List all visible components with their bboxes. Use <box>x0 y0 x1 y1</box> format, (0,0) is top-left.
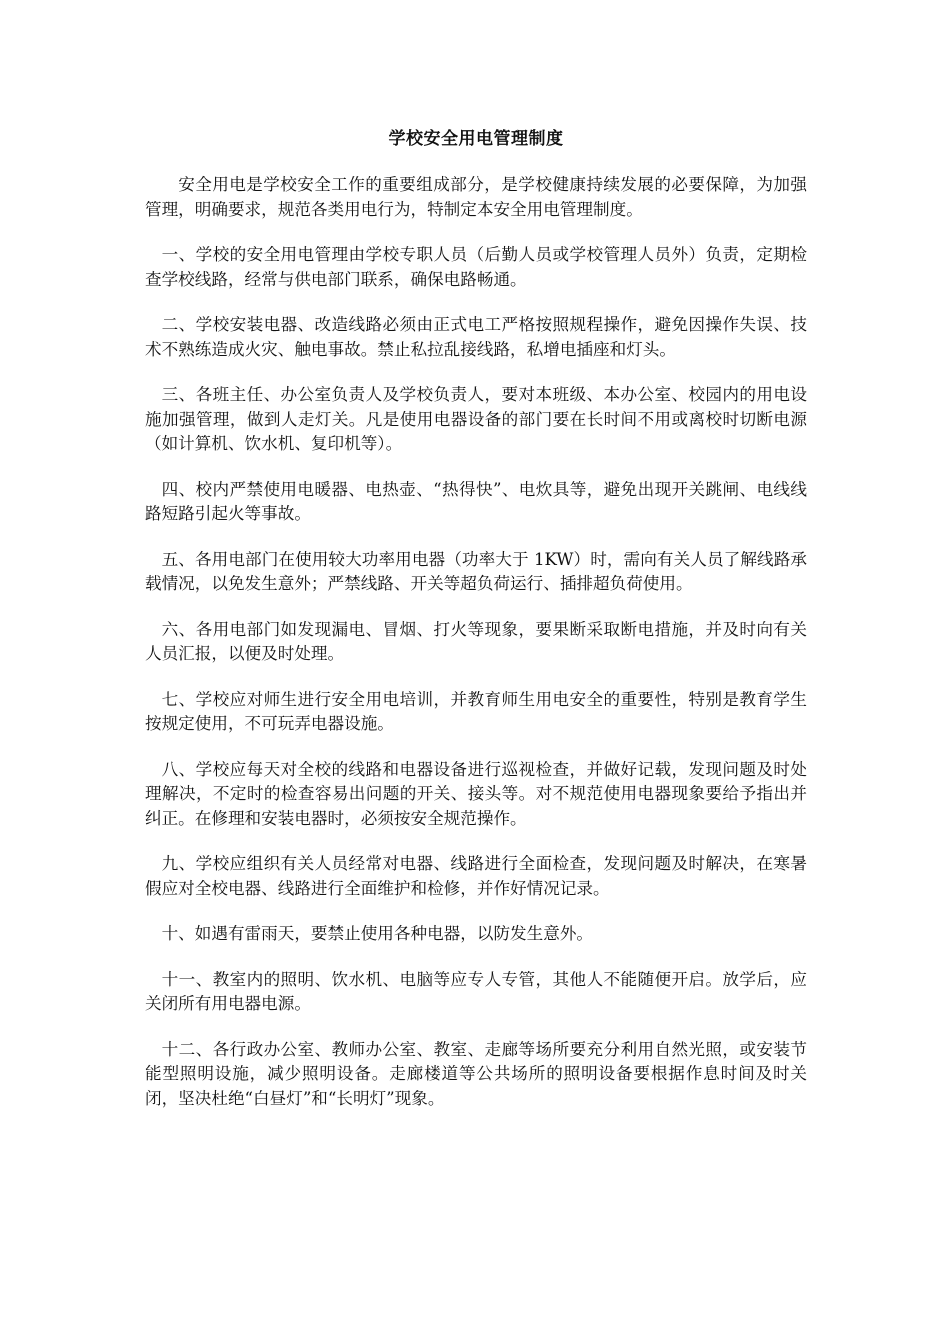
rule-item-3: 三、各班主任、办公室负责人及学校负责人，要对本班级、本办公室、校园内的用电设施加强管理，做到人走灯关。凡是使用电器设备的部门要在长时间不用或离校时切断电源（如计算机、饮水机、复印机等）。 <box>145 385 807 453</box>
rule-item-6: 六、各用电部门如发现漏电、冒烟、打火等现象，要果断采取断电措施，并及时向有关人员汇报，以便及时处理。 <box>145 619 807 663</box>
rule-item-4: 四、校内严禁使用电暖器、电热壶、“热得快”、电炊具等，避免出现开关跳闸、电线线路短路引起火等事故。 <box>145 479 807 523</box>
rule-item-1: 一、学校的安全用电管理由学校专职人员（后勤人员或学校管理人员外）负责，定期检查学校线路，经常与供电部门联系，确保电路畅通。 <box>145 245 807 289</box>
rule-item-9: 九、学校应组织有关人员经常对电器、线路进行全面检查，发现问题及时解决，在寒暑假应对全校电器、线路进行全面维护和检修，并作好情况记录。 <box>145 854 807 898</box>
rule-item-5: 五、各用电部门在使用较大功率用电器（功率大于 1KW）时，需向有关人员了解线路承载情况，以免发生意外；严禁线路、开关等超负荷运行、插排超负荷使用。 <box>145 549 807 593</box>
document-title: 学校安全用电管理制度 <box>388 129 564 149</box>
rule-item-8: 八、学校应每天对全校的线路和电器设备进行巡视检查，并做好记载，发现问题及时处理解决，不定时的检查容易出问题的开关、接头等。对不规范使用电器现象要给予指出并纠正。在修理和安装电器时，必须按安全规范操作。 <box>145 759 807 828</box>
rule-item-12: 十二、各行政办公室、教师办公室、教室、走廊等场所要充分利用自然光照，或安装节能型照明设施，减少照明设备。走廊楼道等公共场所的照明设备要根据作息时间及时关闭，坚决杜绝“白昼灯”和“长明灯”现象。 <box>145 1039 807 1108</box>
intro-paragraph: 安全用电是学校安全工作的重要组成部分，是学校健康持续发展的必要保障，为加强管理，明确要求，规范各类用电行为，特制定本安全用电管理制度。 <box>145 175 807 219</box>
rule-item-7: 七、学校应对师生进行安全用电培训，并教育师生用电安全的重要性，特别是教育学生按规定使用，不可玩弄电器设施。 <box>145 689 807 733</box>
document-page <box>145 126 807 1132</box>
rule-item-11: 十一、教室内的照明、饮水机、电脑等应专人专管，其他人不能随便开启。放学后，应关闭所有用电器电源。 <box>145 969 807 1013</box>
rule-item-10: 十、如遇有雷雨天，要禁止使用各种电器，以防发生意外。 <box>161 924 594 943</box>
rule-item-2: 二、学校安装电器、改造线路必须由正式电工严格按照规程操作，避免因操作失误、技术不熟练造成火灾、触电事故。禁止私拉乱接线路，私增电插座和灯头。 <box>145 315 807 359</box>
